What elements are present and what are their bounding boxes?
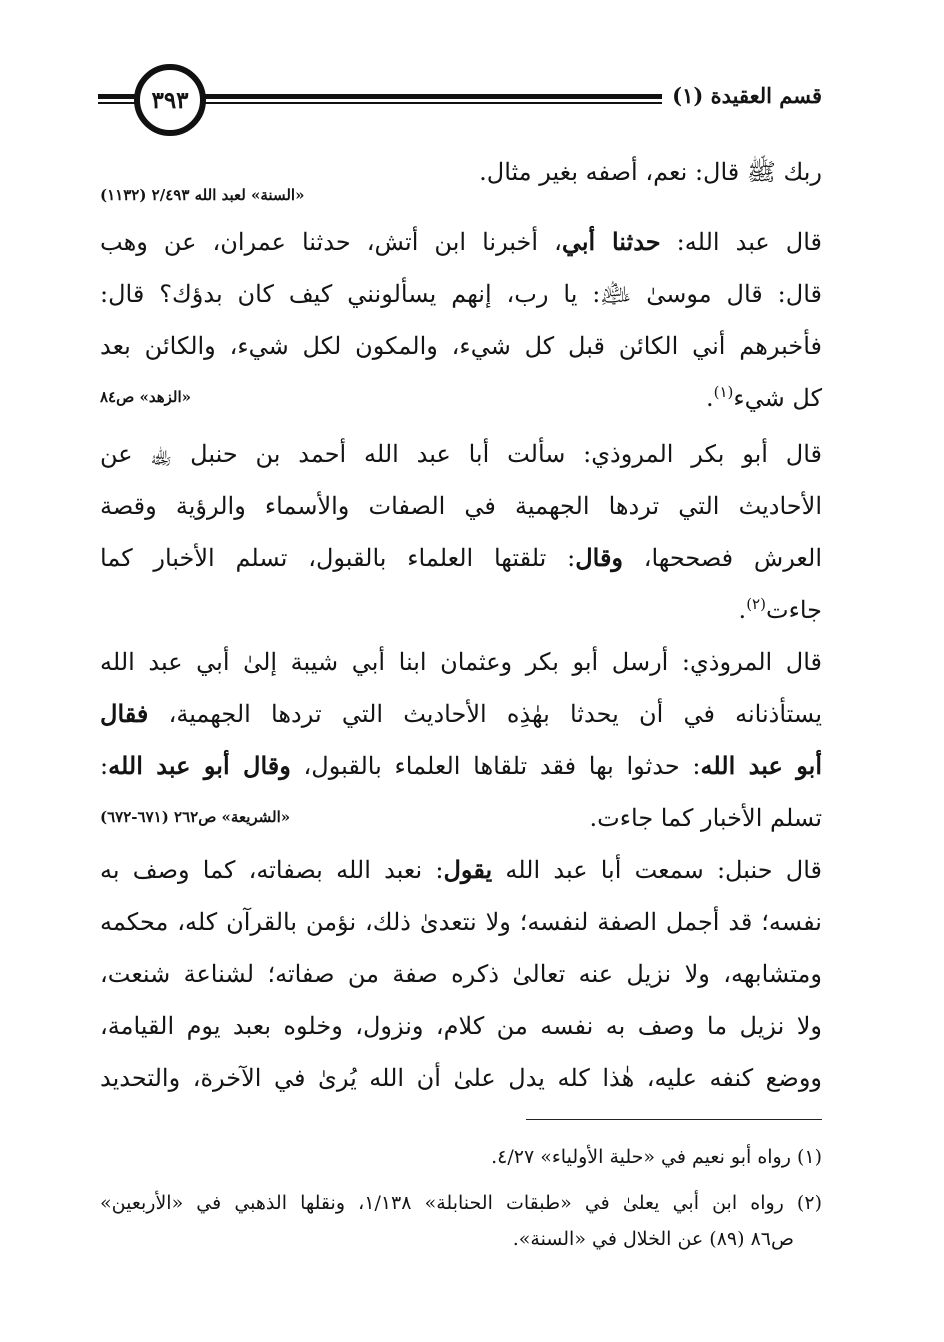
text-line: نفسه؛ قد أجمل الصفة لنفسه؛ ولا نتعدىٰ ذلك، نؤمن بالقرآن كله، محكمه <box>100 908 822 936</box>
source-citation: «الشريعة» ص٢٦٢ (٦٧١-٦٧٢) <box>100 808 291 826</box>
page-number: ٣٩٣ <box>134 64 206 136</box>
text-line: ولا نزيل ما وصف به نفسه من كلام، ونزول، وخلوه بعبد يوم القيامة، <box>100 1012 822 1040</box>
text-line: العرش فصححها، وقال: تلقتها العلماء بالقبول، تسلم الأخبار كما <box>100 543 822 572</box>
footnote-2-continued: ص٨٦ (٨٩) عن الخلال في «السنة». <box>512 1228 794 1250</box>
source-citation: «السنة» لعبد الله ٢/٤٩٣ (١١٣٢) <box>100 186 305 204</box>
text-line: فأخبرهم أني الكائن قبل كل شيء، والمكون لكل شيء، والكائن بعد <box>100 332 822 360</box>
footnote-2: (٢) رواه ابن أبي يعلىٰ في «طبقات الحنابلة» ١/١٣٨، ونقلها الذهبي في «الأربعين» <box>100 1192 822 1214</box>
text-line: قال: قال موسىٰ ﵇: يا رب، إنهم يسألونني كيف كان بدؤك؟ قال: <box>100 280 822 308</box>
text-line: قال أبو بكر المروذي: سألت أبا عبد الله أحمد بن حنبل ﵀ عن <box>100 440 822 468</box>
text-line: كل شيء$^{(١)}$. <box>705 383 822 412</box>
text-line: أبو عبد الله: حدثوا بها فقد تلقاها العلماء بالقبول، وقال أبو عبد الله: <box>100 751 822 780</box>
text-line: جاءت$^{(٢)}$. <box>738 595 822 624</box>
source-citation: «الزهد» ص٨٤ <box>100 388 192 406</box>
text-line: ووضع كنفه عليه، هٰذا كله يدل علىٰ أن الله يُرىٰ في الآخرة، والتحديد <box>100 1064 822 1092</box>
footnote-ref: (٢) <box>746 595 766 613</box>
text-line: ربك ﷺ قال: نعم، أصفه بغير مثال. <box>479 158 822 186</box>
text-line: قال عبد الله: حدثنا أبي، أخبرنا ابن أتش، حدثنا عمران، عن وهب <box>100 227 823 256</box>
footnote-1: (١) رواه أبو نعيم في «حلية الأولياء» ٤/٢٧. <box>491 1146 822 1168</box>
text-line: ومتشابهه، ولا نزيل عنه تعالىٰ ذكره صفة من صفاته؛ لشناعة شنعت، <box>100 960 822 988</box>
text-line: قال المروذي: أرسل أبو بكر وعثمان ابنا أبي شيبة إلىٰ أبي عبد الله <box>100 648 822 676</box>
footnote-divider <box>526 1119 822 1120</box>
page-header <box>98 60 822 135</box>
footnote-ref: (١) <box>713 383 734 401</box>
text-line: يستأذنانه في أن يحدثا بهٰذِه الأحاديث التي تردها الجهمية، فقال <box>100 699 822 728</box>
text-line: قال حنبل: سمعت أبا عبد الله يقول: نعبد الله بصفاته، كما وصف به <box>100 855 822 884</box>
text-line: الأحاديث التي تردها الجهمية في الصفات والأسماء والرؤية وقصة <box>100 492 822 520</box>
section-title: قسم العقيدة (١) <box>662 80 822 112</box>
text-line: تسلم الأخبار كما جاءت. <box>589 804 822 832</box>
